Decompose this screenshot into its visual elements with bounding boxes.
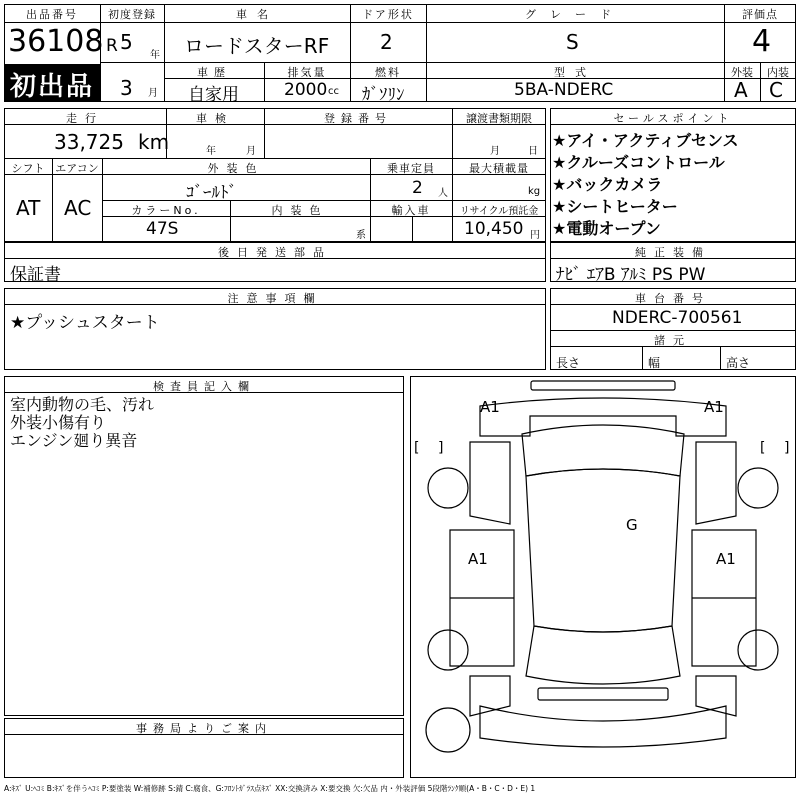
displacement-label: 排気量 bbox=[287, 66, 327, 79]
model-code: 5BA-NDERC bbox=[514, 80, 614, 100]
bracket-mark: ] bbox=[438, 440, 444, 456]
car-name: ロードスターRF bbox=[184, 34, 330, 58]
first-listing-text: 初出品 bbox=[10, 72, 95, 102]
divider bbox=[724, 22, 796, 23]
capacity-unit: 人 bbox=[438, 188, 448, 199]
divider bbox=[102, 200, 546, 201]
width-label: 幅 bbox=[648, 356, 661, 370]
divider bbox=[100, 62, 164, 63]
windshield-outline bbox=[522, 425, 684, 476]
sales-points-label: セールスポイント bbox=[613, 112, 733, 125]
lot-number-label: 出品番号 bbox=[26, 8, 78, 21]
history-label: 車歴 bbox=[197, 66, 231, 79]
recycle-fee: 10,450 bbox=[464, 219, 524, 239]
exterior-label: 外装 bbox=[731, 66, 753, 79]
import-label: 輸入車 bbox=[391, 204, 431, 217]
year-unit: 年 bbox=[150, 50, 160, 61]
score-label: 評価点 bbox=[742, 8, 778, 21]
hood-outline bbox=[480, 398, 726, 436]
interior-color-label: 内装色 bbox=[271, 204, 329, 217]
left-fender-outline bbox=[470, 442, 510, 524]
inspector-note: エンジン廻り異音 bbox=[10, 431, 138, 450]
color-number-label: カラーNo. bbox=[131, 204, 201, 217]
equipment-label: 純正装備 bbox=[635, 246, 711, 259]
interior-color-unit: 系 bbox=[356, 230, 366, 241]
inspector-label: 検査員記入欄 bbox=[153, 380, 255, 393]
inspection-year-unit: 年 bbox=[206, 146, 216, 157]
shift: AT bbox=[16, 196, 41, 220]
month-unit: 月 bbox=[148, 88, 158, 99]
office-label: 事務局よりご案内 bbox=[136, 722, 272, 735]
capacity-label: 乗車定員 bbox=[387, 162, 435, 175]
damage-legend: A:ｷｽﾞ U:ﾍｺﾐ B:ｷｽﾞを伴うﾍｺﾐ P:要塗装 W:補修跡 S:錆 C:腐食、G:ﾌﾛﾝﾄｶﾞﾗｽ点ｷｽﾞ XX:交換済み X:要交換 欠:欠品 内・外装評価 5段階ﾗﾝｸ順(A・B・C・D・E) 1 bbox=[4, 784, 536, 793]
divider bbox=[642, 346, 643, 370]
later-parts: 保証書 bbox=[10, 265, 61, 285]
fuel: ｶﾞｿﾘﾝ bbox=[362, 85, 405, 105]
air-conditioner: AC bbox=[64, 196, 92, 220]
vehicle-history: 自家用 bbox=[188, 85, 239, 105]
load-unit: kg bbox=[528, 186, 541, 197]
transfer-day-unit: 日 bbox=[528, 146, 538, 157]
later-parts-label: 後日発送部品 bbox=[218, 246, 332, 259]
inspector-note: 室内動物の毛、汚れ bbox=[10, 395, 155, 414]
length-label: 長さ bbox=[556, 356, 581, 370]
sales-point-item: ★電動オープン bbox=[552, 219, 661, 238]
interior-label: 内装 bbox=[767, 66, 789, 79]
sales-points-list bbox=[552, 128, 739, 238]
ac-label: エアコン bbox=[55, 162, 99, 175]
sales-point-item: ★バックカメラ bbox=[552, 175, 663, 194]
max-load-label: 最大積載量 bbox=[469, 162, 529, 175]
chassis-number: NDERC-700561 bbox=[612, 308, 743, 328]
inspector-notes bbox=[10, 396, 154, 450]
sales-point-item: ★アイ・アクティブセンス bbox=[552, 131, 739, 150]
door-count: 2 bbox=[380, 30, 393, 54]
notes-label: 注意事項欄 bbox=[227, 292, 323, 305]
model-label: 型式 bbox=[554, 66, 596, 79]
car-name-label: 車名 bbox=[236, 8, 278, 21]
height-label: 高さ bbox=[726, 356, 751, 370]
front-right-wheel bbox=[738, 468, 778, 508]
rear-deck-outline bbox=[526, 626, 680, 684]
shift-label: シフト bbox=[11, 162, 45, 175]
damage-mark: A1 bbox=[704, 398, 724, 416]
displacement-unit: cc bbox=[328, 86, 339, 97]
right-quarter-outline bbox=[696, 676, 736, 716]
divider bbox=[4, 158, 546, 159]
rear-bumper-outline bbox=[480, 706, 726, 747]
rear-right-wheel bbox=[738, 630, 778, 670]
divider bbox=[720, 346, 721, 370]
sales-point-item: ★クルーズコントロール bbox=[552, 153, 725, 172]
mileage-label: 走行 bbox=[66, 112, 104, 125]
rear-left-wheel bbox=[428, 630, 468, 670]
left-quarter-outline bbox=[470, 676, 510, 716]
bracket-mark: ] bbox=[784, 440, 790, 456]
inspection-label: 車検 bbox=[196, 112, 234, 125]
recycle-fee-label: リサイクル預託金 bbox=[459, 206, 539, 217]
cabin-outline bbox=[526, 469, 680, 632]
spare-wheel bbox=[426, 708, 470, 752]
mileage: 33,725 bbox=[54, 130, 124, 154]
lot-number: 36108 bbox=[8, 24, 104, 59]
divider bbox=[4, 22, 100, 23]
front-left-wheel bbox=[428, 468, 468, 508]
damage-mark: G bbox=[626, 516, 638, 534]
dims-label: 諸元 bbox=[654, 334, 692, 347]
right-fender-outline bbox=[696, 442, 736, 524]
transfer-deadline-label: 譲渡書類期限 bbox=[466, 112, 532, 125]
divider bbox=[164, 62, 796, 63]
exterior-color: ｺﾞｰﾙﾄﾞ bbox=[186, 183, 237, 203]
notes: ★プッシュスタート bbox=[10, 313, 160, 333]
chassis-label: 車台番号 bbox=[635, 292, 711, 305]
divider bbox=[550, 330, 796, 331]
inspector-note: 外装小傷有り bbox=[10, 413, 107, 432]
exterior-grade: A bbox=[734, 78, 748, 102]
equipment: ﾅﾋﾞ ｴｱB ｱﾙﾐ PS PW bbox=[556, 265, 706, 285]
sales-point-item: ★シートヒーター bbox=[552, 197, 678, 216]
inspection-month-unit: 月 bbox=[246, 146, 256, 157]
color-number: 47S bbox=[146, 219, 179, 239]
grade-label: グレード bbox=[525, 8, 625, 21]
score: 4 bbox=[752, 24, 772, 59]
damage-mark: A1 bbox=[480, 398, 500, 416]
recycle-fee-unit: 円 bbox=[530, 230, 540, 241]
first-registration-label: 初度登録 bbox=[108, 8, 156, 21]
displacement: 2000 bbox=[284, 80, 328, 100]
fuel-label: 燃料 bbox=[375, 66, 401, 79]
door-type-label: ドア形状 bbox=[362, 8, 414, 21]
registration-month: 3 bbox=[120, 76, 133, 100]
divider bbox=[412, 216, 413, 242]
transfer-month-unit: 月 bbox=[490, 146, 500, 157]
registration-number-label: 登録番号 bbox=[324, 112, 392, 125]
grade: S bbox=[566, 30, 579, 54]
front-bumper-outline bbox=[531, 381, 675, 390]
trunk-outline bbox=[538, 688, 668, 700]
bracket-mark: [ bbox=[760, 440, 766, 456]
damage-mark: A1 bbox=[468, 550, 488, 568]
capacity: 2 bbox=[412, 178, 423, 198]
divider bbox=[100, 22, 724, 23]
car-diagram bbox=[410, 376, 796, 778]
bracket-mark: [ bbox=[414, 440, 420, 456]
registration-year: 5 bbox=[120, 30, 133, 54]
damage-mark: A1 bbox=[716, 550, 736, 568]
era: R bbox=[106, 36, 118, 56]
exterior-color-label: 外装色 bbox=[207, 162, 265, 175]
interior-grade: C bbox=[769, 78, 783, 102]
mileage-unit: km bbox=[138, 130, 170, 154]
